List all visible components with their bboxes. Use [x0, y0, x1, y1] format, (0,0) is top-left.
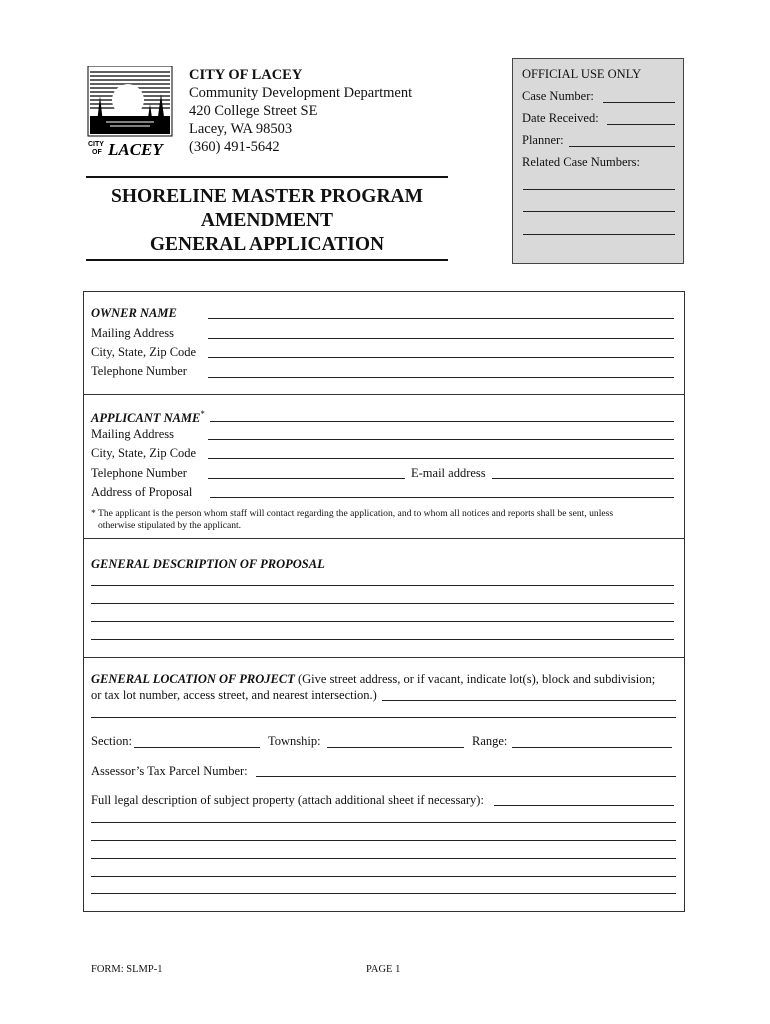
location-instruction-2: or tax lot number, access street, and nearest intersection.) — [91, 688, 377, 702]
title-rule-bottom — [86, 259, 448, 261]
section-divider — [83, 538, 685, 539]
city-state: Lacey, WA 98503 — [189, 121, 293, 137]
department: Community Development Department — [189, 85, 413, 101]
legal-description-label: Full legal description of subject property (attach additional sheet if necessary): — [91, 793, 484, 807]
applicant-name-field[interactable] — [210, 421, 674, 422]
header-address-block — [189, 66, 412, 156]
related-case-field-1[interactable] — [523, 189, 675, 190]
parcel-field[interactable] — [256, 776, 676, 777]
location-field-1[interactable] — [382, 700, 676, 701]
applicant-name-label — [91, 409, 205, 426]
application-form-box — [83, 291, 685, 912]
applicant-email-field[interactable] — [492, 478, 674, 479]
case-number-label: Case Number: — [522, 89, 594, 103]
location-heading: GENERAL LOCATION OF PROJECT — [91, 672, 295, 686]
owner-telephone-field[interactable] — [208, 377, 674, 378]
page-number: PAGE 1 — [366, 964, 401, 975]
section-field[interactable] — [134, 747, 260, 748]
applicant-telephone-field[interactable] — [208, 478, 405, 479]
owner-telephone-label: Telephone Number — [91, 364, 187, 378]
owner-mailing-field[interactable] — [208, 338, 674, 339]
logo-lacey-text: LACEY — [108, 140, 163, 158]
applicant-city-label: City, State, Zip Code — [91, 446, 197, 460]
legal-description-line-1[interactable] — [91, 822, 676, 823]
official-use-title: OFFICIAL USE ONLY — [522, 67, 642, 81]
title-line-2: AMENDMENT — [200, 210, 334, 231]
township-label: Township: — [268, 734, 321, 748]
planner-field[interactable] — [569, 146, 675, 147]
parcel-label: Assessor’s Tax Parcel Number: — [91, 764, 248, 778]
owner-city-label: City, State, Zip Code — [91, 345, 197, 359]
section-label: Section: — [91, 734, 132, 748]
official-use-box — [512, 58, 684, 264]
street-address: 420 College Street SE — [189, 103, 318, 119]
applicant-footnote — [91, 508, 613, 532]
applicant-email-label: E-mail address — [411, 466, 486, 480]
date-received-field[interactable] — [607, 124, 675, 125]
city-logo — [86, 66, 174, 158]
address-of-proposal-label: Address of Proposal — [91, 485, 193, 499]
applicant-mailing-label: Mailing Address — [91, 427, 174, 441]
description-line-1[interactable] — [91, 585, 674, 586]
location-instruction: (Give street address, or if vacant, indicate lot(s), block and subdivision; — [294, 672, 656, 686]
applicant-name-text: APPLICANT NAME — [91, 411, 201, 426]
description-line-2[interactable] — [91, 603, 674, 604]
range-label: Range: — [472, 734, 508, 748]
location-field-2[interactable] — [91, 717, 676, 718]
description-heading: GENERAL DESCRIPTION OF PROPOSAL — [91, 557, 325, 571]
applicant-telephone-label: Telephone Number — [91, 466, 187, 480]
description-line-4[interactable] — [91, 639, 674, 640]
form-title — [86, 185, 448, 257]
legal-description-line-3[interactable] — [91, 858, 676, 859]
legal-description-line-2[interactable] — [91, 840, 676, 841]
address-of-proposal-field[interactable] — [210, 497, 674, 498]
related-case-numbers-label: Related Case Numbers: — [522, 155, 641, 169]
title-line-1: SHORELINE MASTER PROGRAM — [110, 186, 424, 207]
township-field[interactable] — [327, 747, 464, 748]
footnote-line-1: * The applicant is the person whom staff will contact regarding the application, and to whom all notices and reports shall be sent, unless — [91, 508, 614, 519]
range-field[interactable] — [512, 747, 672, 748]
legal-description-line-5[interactable] — [91, 893, 676, 894]
city-logo-graphic — [86, 66, 174, 158]
date-received-label: Date Received: — [522, 111, 599, 125]
case-number-field[interactable] — [603, 102, 675, 103]
phone: (360) 491-5642 — [189, 139, 280, 155]
legal-description-line-4[interactable] — [91, 876, 676, 877]
related-case-field-3[interactable] — [523, 234, 675, 235]
title-rule-top — [86, 176, 448, 178]
location-heading-row — [91, 672, 655, 687]
section-divider — [83, 394, 685, 395]
description-line-3[interactable] — [91, 621, 674, 622]
planner-label: Planner: — [522, 133, 564, 147]
applicant-asterisk: * — [200, 409, 205, 419]
related-case-field-2[interactable] — [523, 211, 675, 212]
owner-name-label: OWNER NAME — [91, 306, 177, 320]
org-name: CITY OF LACEY — [189, 67, 303, 83]
owner-mailing-label: Mailing Address — [91, 326, 174, 340]
logo-of-text: OF — [92, 149, 102, 156]
title-line-3: GENERAL APPLICATION — [149, 234, 385, 255]
legal-description-field-0[interactable] — [494, 805, 674, 806]
section-divider — [83, 657, 685, 658]
owner-city-field[interactable] — [208, 357, 674, 358]
applicant-mailing-field[interactable] — [208, 439, 674, 440]
applicant-city-field[interactable] — [208, 458, 674, 459]
footnote-line-2: otherwise stipulated by the applicant. — [98, 520, 242, 531]
form-number: FORM: SLMP-1 — [91, 964, 163, 975]
owner-name-field[interactable] — [208, 318, 674, 319]
logo-city-text: CITY — [88, 141, 104, 148]
